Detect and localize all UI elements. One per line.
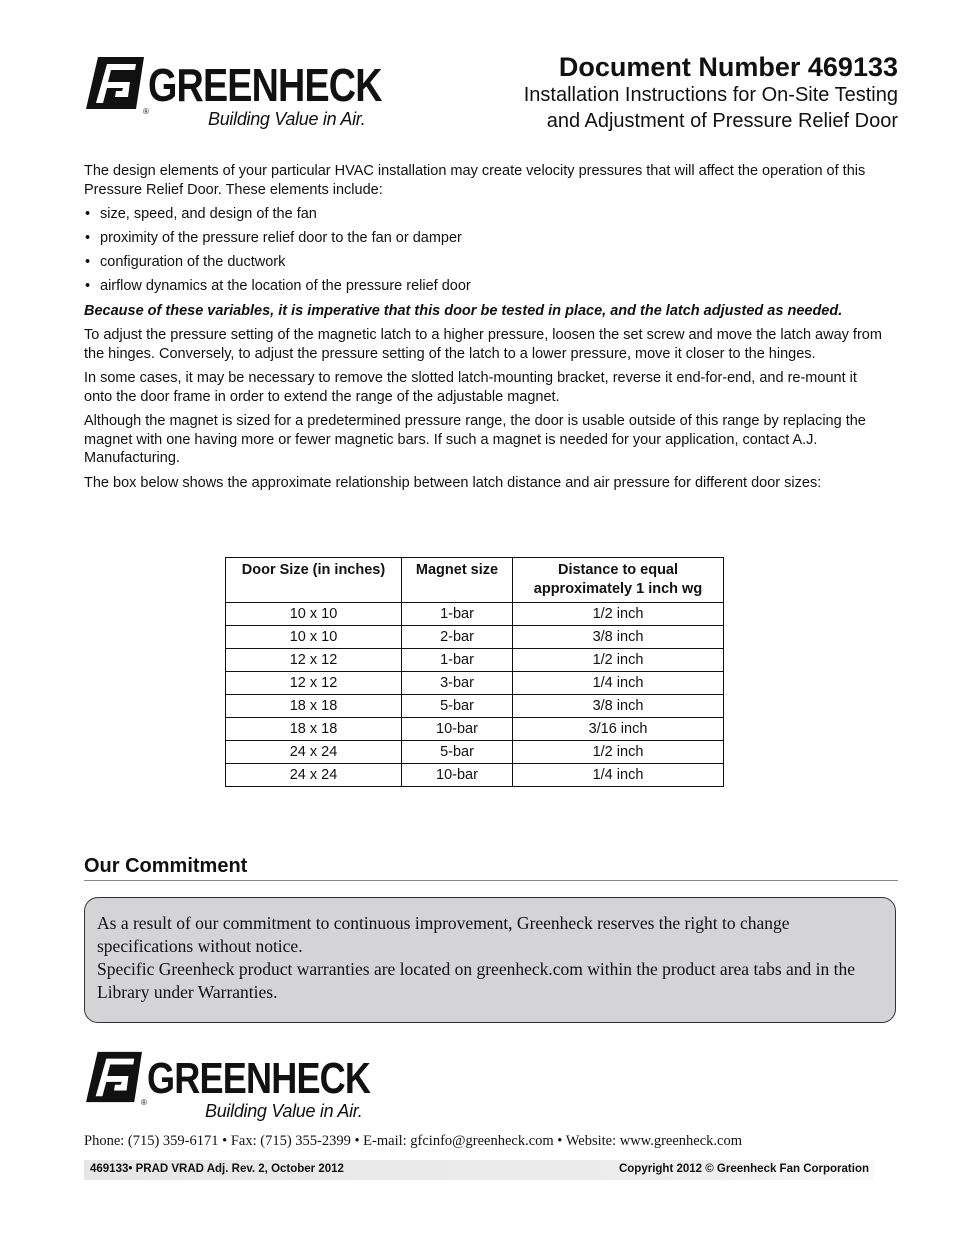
brand-tagline: Building Value in Air. <box>208 109 366 129</box>
cell-door-size: 10 x 10 <box>226 626 402 649</box>
bullet-icon: • <box>85 278 91 294</box>
list-item <box>84 253 884 272</box>
list-item-text: proximity of the pressure relief door to the fan or damper <box>100 230 462 246</box>
cell-distance: 1/2 inch <box>513 649 724 672</box>
commitment-divider <box>84 880 898 881</box>
table-row <box>226 741 724 764</box>
table-row <box>226 603 724 626</box>
cell-magnet-size: 3-bar <box>402 672 513 695</box>
document-title: Document Number 469133 <box>558 52 898 82</box>
cell-door-size: 12 x 12 <box>226 672 402 695</box>
cell-magnet-size: 2-bar <box>402 626 513 649</box>
greenheck-logo-mark-icon <box>84 1050 144 1104</box>
cell-magnet-size: 5-bar <box>402 695 513 718</box>
latch-distance-table <box>225 557 724 787</box>
commitment-heading: Our Commitment <box>84 855 248 877</box>
cell-door-size: 18 x 18 <box>226 695 402 718</box>
cell-distance: 3/8 inch <box>513 626 724 649</box>
header-distance <box>513 558 724 603</box>
greenheck-logo-bottom <box>84 1050 384 1125</box>
document-header <box>524 52 898 134</box>
table-intro-paragraph: The box below shows the approximate relationship between latch distance and air pressure for different door sizes: <box>84 474 822 491</box>
footer-bar <box>84 1160 874 1180</box>
document-subtitle-line-1: Installation Instructions for On-Site Testing <box>523 84 898 106</box>
footer-document-revision: 469133• PRAD VRAD Adj. Rev. 2, October 2012 <box>90 1163 344 1175</box>
cell-magnet-size: 10-bar <box>402 718 513 741</box>
cell-distance: 1/2 inch <box>513 603 724 626</box>
table-row <box>226 672 724 695</box>
cell-door-size: 10 x 10 <box>226 603 402 626</box>
greenheck-logo-top <box>84 55 394 135</box>
cell-magnet-size: 5-bar <box>402 741 513 764</box>
footer-copyright: Copyright 2012 © Greenheck Fan Corporation <box>618 1163 869 1175</box>
brand-tagline: Building Value in Air. <box>205 1101 363 1121</box>
bullet-icon: • <box>85 230 91 246</box>
emphasis-paragraph: Because of these variables, it is imperative that this door be tested in place, and the latch adjusted as needed. <box>84 302 843 319</box>
cell-distance: 1/4 inch <box>513 764 724 787</box>
list-item <box>84 205 884 224</box>
list-item-text: configuration of the ductwork <box>100 254 286 270</box>
table-row <box>226 649 724 672</box>
table-row <box>226 764 724 787</box>
brand-wordmark: GREENHECK <box>147 1054 371 1103</box>
list-item <box>84 229 884 248</box>
cell-door-size: 24 x 24 <box>226 764 402 787</box>
header-door-size: Door Size (in inches) <box>226 558 402 603</box>
bullet-icon: • <box>85 254 91 270</box>
magnet-paragraph: Although the magnet is sized for a predetermined pressure range, the door is usable outside of this range by replacing the magnet with one having more or fewer magnetic bars. If such a magnet is needed for your application, contact A.J. Manufacturing. <box>84 413 866 466</box>
table-row <box>226 718 724 741</box>
greenheck-logo-mark-icon <box>84 55 146 111</box>
header-magnet-size: Magnet size <box>402 558 513 603</box>
commitment-box <box>84 897 896 1023</box>
instructions-body <box>84 162 884 498</box>
cell-distance: 1/4 inch <box>513 672 724 695</box>
header-distance-line-1: Distance to equal <box>557 562 679 578</box>
list-item-text: size, speed, and design of the fan <box>100 206 317 222</box>
commitment-text-2: Specific Greenheck product warranties are located on greenheck.com within the product area tabs and in the Library under Warranties. <box>97 959 856 1002</box>
cell-distance: 3/16 inch <box>513 718 724 741</box>
design-elements-list <box>84 205 884 296</box>
registered-mark: ® <box>141 1098 147 1107</box>
list-item-text: airflow dynamics at the location of the pressure relief door <box>100 278 471 294</box>
table-row <box>226 626 724 649</box>
cell-magnet-size: 10-bar <box>402 764 513 787</box>
commitment-text-1: As a result of our commitment to continuous improvement, Greenheck reserves the right to change specifications without notice. <box>97 913 790 956</box>
cell-door-size: 12 x 12 <box>226 649 402 672</box>
cell-distance: 1/2 inch <box>513 741 724 764</box>
bracket-paragraph: In some cases, it may be necessary to remove the slotted latch-mounting bracket, reverse it end-for-end, and re-mount it onto the door frame in order to extend the range of the adjustable magnet. <box>84 370 857 405</box>
cell-door-size: 18 x 18 <box>226 718 402 741</box>
cell-magnet-size: 1-bar <box>402 649 513 672</box>
document-subtitle-line-2: and Adjustment of Pressure Relief Door <box>546 110 898 132</box>
intro-paragraph: The design elements of your particular HVAC installation may create velocity pressures that will affect the operation of this Pressure Relief Door. These elements include: <box>84 163 866 198</box>
cell-magnet-size: 1-bar <box>402 603 513 626</box>
bullet-icon: • <box>85 206 91 222</box>
table-header-row <box>226 558 724 603</box>
list-item <box>84 277 884 296</box>
table-row <box>226 695 724 718</box>
cell-distance: 3/8 inch <box>513 695 724 718</box>
registered-mark: ® <box>143 107 149 116</box>
adjust-paragraph: To adjust the pressure setting of the magnetic latch to a higher pressure, loosen the set screw and move the latch away from the hinges. Conversely, to adjust the pressure setting of the latch to a lower pressure, move it closer to the hinges. <box>84 327 882 362</box>
cell-door-size: 24 x 24 <box>226 741 402 764</box>
brand-wordmark: GREENHECK <box>148 59 382 111</box>
contact-line: Phone: (715) 359-6171 • Fax: (715) 355-2399 • E-mail: gfcinfo@greenheck.com • Website: www.greenheck.com <box>84 1133 743 1149</box>
header-distance-line-2: approximately 1 inch wg <box>533 581 703 597</box>
